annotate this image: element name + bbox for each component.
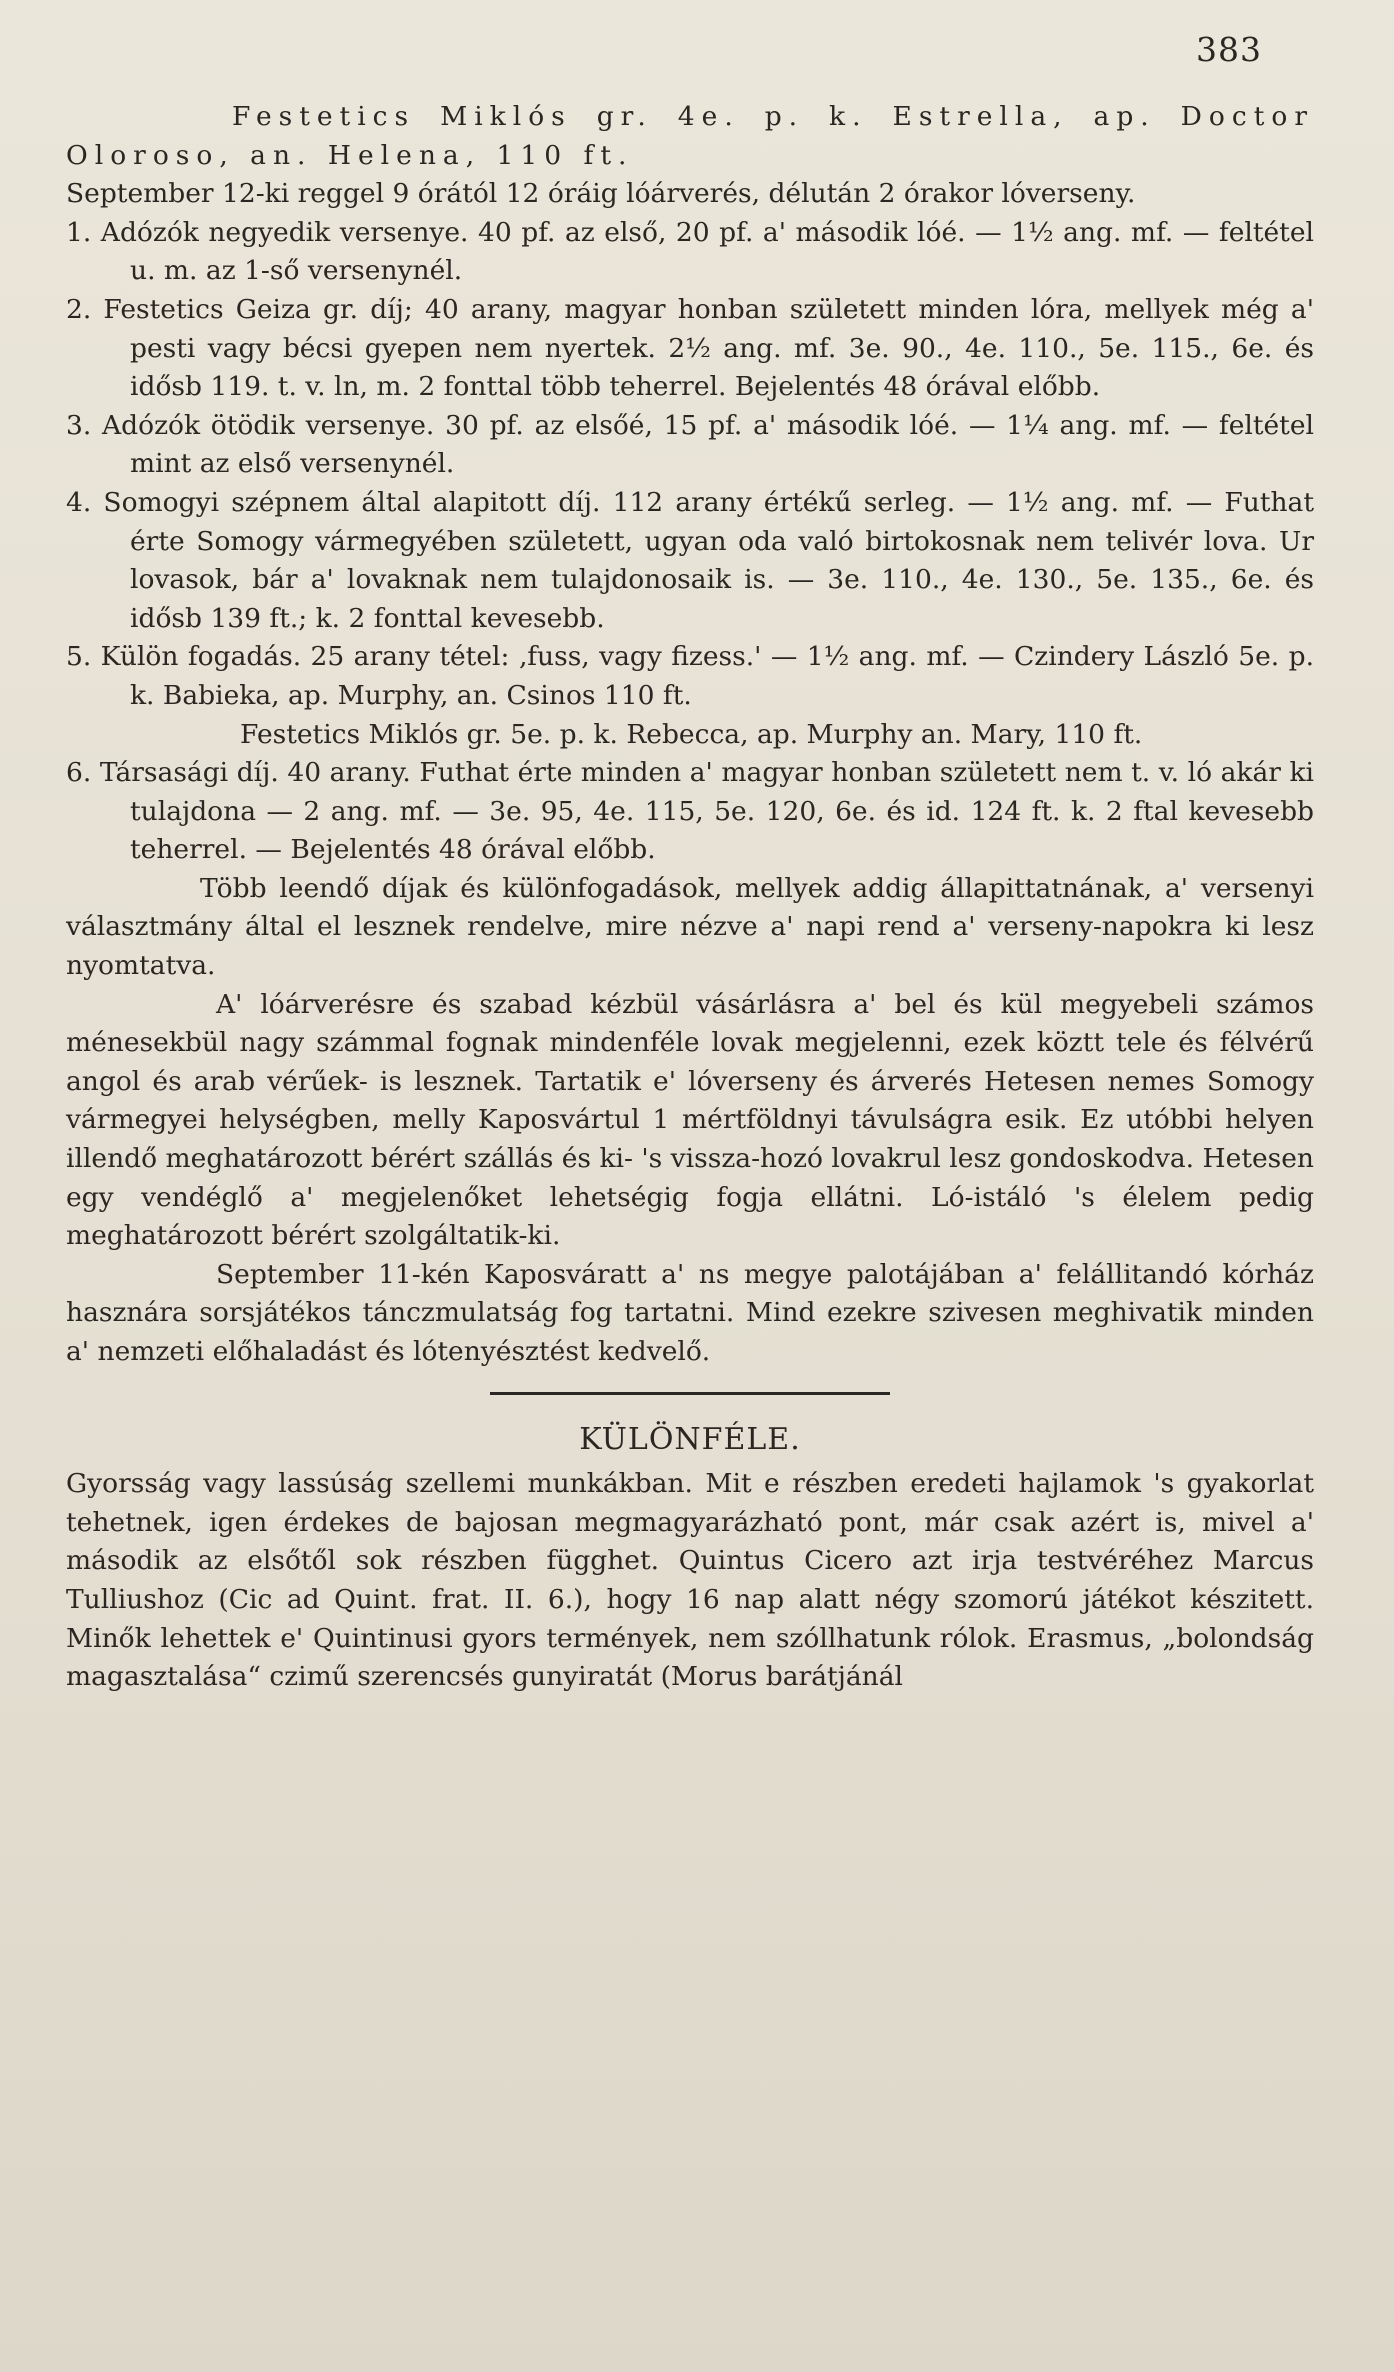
paragraph-tobb-leendo-dijak: Több leendő díjak és különfogadások, mellyek addig állapittatnának, a' versenyi választmány által el lesznek rendelve, mire nézve a' napi rend a' verseny-napokra ki lesz nyomtatva. — [66, 872, 1314, 982]
paragraph-loarveresre: A' lóárverésre és szabad kézbül vásárlásra a' bel és kül megyebeli számos ménesekbül nagy számmal fognak mindenféle lovak megjelenni, ezek köztt tele és félvérű angol és arab vérűek- is lesznek. Tartatik e' lóverseny és árverés Hetesen nemes Somogy vármegyei helységben, melly Kaposvártul 1 mértföldnyi távulságra esik. Ez utóbbi helyen illendő meghatározott bérért szállás és ki- 's vissza-hozó lovakrul lesz gondoskodva. Hetesen egy vendéglő a' megjelenőket lehetségig fogja ellátni. Ló-istáló 's élelem pedig meghatározott bérért szolgáltatik-ki. — [66, 988, 1314, 1252]
page-number: 383 — [1196, 30, 1262, 69]
race-item-1: 1. Adózók negyedik versenye. 40 pf. az első, 20 pf. a' második lóé. — 1½ ang. mf. — feltétel u. m. az 1-ső versenynél. — [66, 216, 1314, 287]
paragraph-september-11: September 11-kén Kaposváratt a' ns megye palotájában a' felállitandó kórház hasznára sorsjátékos tánczmulatság fog tartatni. Mind ezekre szivesen meghivatik minden a' nemzeti előhaladást és lótenyésztést kedvelő. — [66, 1258, 1314, 1367]
race-item-5-entry-2: Festetics Miklós gr. 5e. p. k. Rebecca, ap. Murphy an. Mary, 110 ft. — [240, 718, 1143, 750]
section-divider — [490, 1392, 890, 1395]
text-column — [66, 98, 1314, 1697]
race-item-6: 6. Társasági díj. 40 arany. Futhat érte minden a' magyar honban született nem t. v. ló akár ki tulajdona — 2 ang. mf. — 3e. 95, 4e. 115, 5e. 120, 6e. és id. 124 ft. k. 2 ftal kevesebb teherrel. — Bejelentés 48 órával előbb. — [66, 757, 1314, 866]
race-item-5: 5. Külön fogadás. 25 arany tétel: ‚fuss, vagy fizess.' — 1½ ang. mf. — Czindery László 5e. p. k. Babieka, ap. Murphy, an. Csinos 110 ft. — [66, 641, 1314, 711]
section-heading: KÜLÖNFÉLE. — [579, 1421, 801, 1457]
race-item-2: 2. Festetics Geiza gr. díj; 40 arany, magyar honban született minden lóra, mellyek még a' pesti vagy bécsi gyepen nem nyertek. 2½ ang. mf. 3e. 90., 4e. 110., 5e. 115., 6e. és idősb 119. t. v. ln, m. 2 fonttal több teherrel. Bejelentés 48 órával előbb. — [66, 293, 1314, 403]
race-item-3: 3. Adózók ötödik versenye. 30 pf. az elsőé, 15 pf. a' második lóé. — 1¼ ang. mf. — feltétel mint az első versenynél. — [66, 409, 1314, 480]
paragraph-september-12: September 12-ki reggel 9 órától 12 óráig lóárverés, délután 2 órakor lóverseny. — [66, 178, 1136, 210]
paragraph-festetics-miklos-estrella: Festetics Miklós gr. 4e. p. k. Estrella, ap. Doctor Oloroso, an. Helena, 110 ft. — [66, 101, 1314, 171]
race-item-4: 4. Somogyi szépnem által alapitott díj. 112 arany értékű serleg. — 1½ ang. mf. — Futhat érte Somogy vármegyében született, ugyan oda való birtokosnak nem telivér lova. Ur lovasok, bár a' lovaknak nem tulajdonosaik is. — 3e. 110., 4e. 130., 5e. 135., 6e. és idősb 139 ft.; k. 2 fonttal kevesebb. — [66, 486, 1314, 634]
paragraph-gyorssag: Gyorsság vagy lassúság szellemi munkákban. Mit e részben eredeti hajlamok 's gyakorlat tehetnek, igen érdekes de bajosan megmagyarázható pont, már csak azért is, mivel a' második az elsőtől sok részben függhet. Quintus Cicero azt irja testvéréhez Marcus Tulliushoz (Cic ad Quint. frat. II. 6.), hogy 16 nap alatt négy szomorú játékot készitett. Minők lehettek e' Quintinusi gyors termények, nem szóllhatunk rólok. Erasmus, „bolondság magasztalása“ czimű szerencsés gunyiratát (Morus barátjánál — [66, 1468, 1314, 1693]
